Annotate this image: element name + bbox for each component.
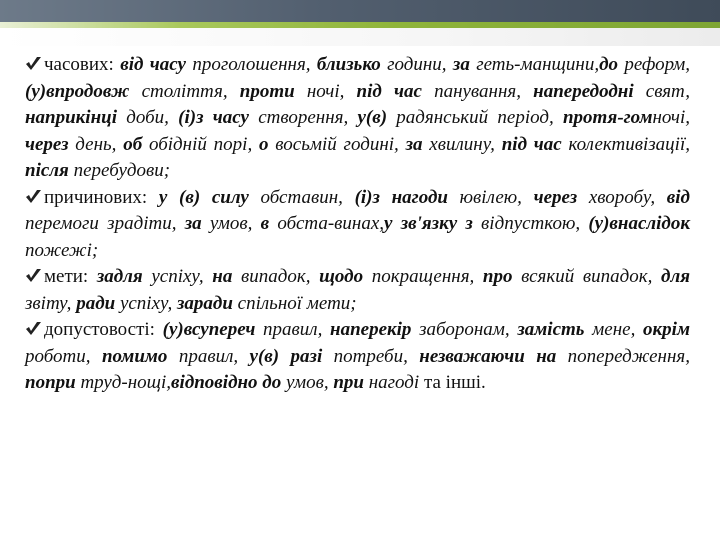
preposition-text: часу <box>149 54 186 75</box>
body-text: створення, <box>248 107 358 128</box>
body-text: умов, <box>281 372 334 393</box>
header-shadow-band <box>0 28 720 46</box>
body-text: панування, <box>421 80 534 102</box>
body-text: хворобу, <box>577 186 667 208</box>
body-text: колективізації, <box>561 133 690 155</box>
body-text: години, <box>380 54 453 75</box>
bullet-paragraph <box>25 52 690 185</box>
arrow-check-bullet-icon <box>25 267 42 285</box>
preposition-text: через <box>533 186 578 208</box>
preposition-text: проти <box>239 80 295 102</box>
preposition-text: протя-гом <box>562 107 653 128</box>
body-text: умов, <box>201 213 261 234</box>
body-text: восьмій годині, <box>268 133 406 155</box>
preposition-text: під час <box>356 80 422 102</box>
preposition-text: у(в) разі <box>249 345 323 367</box>
preposition-text: ради <box>76 292 116 314</box>
body-text: перебудови; <box>68 160 171 181</box>
preposition-text: на <box>212 266 233 287</box>
body-text: обставин, <box>248 186 355 208</box>
body-text: ювілею, <box>447 186 534 208</box>
slide-body-text <box>25 52 690 397</box>
body-text: хвилину, <box>422 133 502 155</box>
preposition-text: у зв'язку з <box>384 213 473 234</box>
preposition-text: під час <box>501 133 562 155</box>
preposition-text: у (в) силу <box>158 186 249 208</box>
body-text: покращення, <box>363 266 483 287</box>
preposition-text: наперекір <box>330 319 412 340</box>
body-text: свят, <box>633 80 690 102</box>
preposition-text: від <box>666 186 690 208</box>
arrow-check-bullet-icon <box>25 320 42 338</box>
preposition-text: замість <box>517 319 585 340</box>
body-text: потреби, <box>322 345 420 367</box>
body-text: мене, <box>584 319 644 340</box>
preposition-text: незважаючи на <box>419 345 557 367</box>
body-text: попередження, <box>556 345 690 367</box>
preposition-text: (у)внаслідок <box>588 213 690 234</box>
body-text: успіху, <box>115 292 178 314</box>
body-text: спільної мети; <box>232 292 357 314</box>
body-text: перемоги зрадіти, <box>25 213 185 234</box>
preposition-text: у(в) <box>357 107 388 128</box>
preposition-text: до <box>599 54 619 75</box>
preposition-text: напередодні <box>533 80 634 102</box>
slide-header-bar <box>0 0 720 22</box>
body-text: радянський період, <box>387 107 563 128</box>
arrow-check-bullet-icon <box>25 55 42 73</box>
body-text: ночі, <box>652 107 690 128</box>
body-text: геть-манщини, <box>469 54 600 75</box>
body-text: століття, <box>129 80 240 102</box>
body-text: часових: <box>44 54 121 75</box>
bullet-paragraph <box>25 317 690 397</box>
body-text: доби, <box>117 107 179 128</box>
preposition-text: (і)з часу <box>178 107 249 128</box>
preposition-text: (у)всупереч <box>162 319 256 340</box>
body-text: проголошення, <box>186 54 317 75</box>
body-text: всякий випадок, <box>512 266 662 287</box>
arrow-check-bullet-icon <box>25 188 42 206</box>
preposition-text: в <box>260 213 270 234</box>
preposition-text: після <box>25 160 69 181</box>
preposition-text: про <box>482 266 513 287</box>
preposition-text: від <box>120 54 144 75</box>
preposition-text: близько <box>316 54 381 75</box>
preposition-text: відповідно до <box>171 372 282 393</box>
preposition-text: через <box>25 133 69 155</box>
body-text: випадок, <box>232 266 320 287</box>
body-text: нагоді <box>363 372 424 393</box>
preposition-text: за <box>405 133 423 155</box>
body-text: обідній порі, <box>142 133 259 155</box>
preposition-text: щодо <box>319 266 364 287</box>
preposition-text: задля <box>96 266 143 287</box>
body-text: обста-винах, <box>269 213 385 234</box>
body-text: мети: <box>44 266 97 287</box>
body-text: ночі, <box>294 80 357 102</box>
body-text: день, <box>68 133 124 155</box>
body-text: відпусткою, <box>472 213 589 234</box>
preposition-text: помимо <box>101 345 168 367</box>
preposition-text: попри <box>25 372 76 393</box>
preposition-text: для <box>661 266 690 287</box>
body-text: реформ, <box>618 54 691 75</box>
body-text: причинових: <box>44 186 159 208</box>
body-text: успіху, <box>142 266 213 287</box>
body-text: заборонам, <box>411 319 518 340</box>
preposition-text: за <box>184 213 202 234</box>
body-text: та інші. <box>423 372 486 393</box>
preposition-text: при <box>333 372 364 393</box>
body-text: правил, <box>255 319 331 340</box>
preposition-text: заради <box>177 292 233 314</box>
preposition-text: за <box>452 54 470 75</box>
bullet-paragraph <box>25 264 690 317</box>
body-text: допустовості: <box>44 319 163 340</box>
preposition-text: (і)з нагоди <box>354 186 448 208</box>
preposition-text: (у)впродовж <box>25 80 130 102</box>
body-text: труд-нощі, <box>75 372 172 393</box>
body-text: звіту, <box>25 292 77 314</box>
body-text: пожежі; <box>25 239 99 261</box>
preposition-text: о <box>259 133 269 155</box>
header-gradient <box>0 0 720 22</box>
bullet-paragraph <box>25 185 690 265</box>
preposition-text: об <box>123 133 143 155</box>
preposition-text: наприкінці <box>25 107 117 128</box>
body-text: правил, <box>167 345 250 367</box>
preposition-text: окрім <box>643 319 690 340</box>
body-text: роботи, <box>25 345 102 367</box>
